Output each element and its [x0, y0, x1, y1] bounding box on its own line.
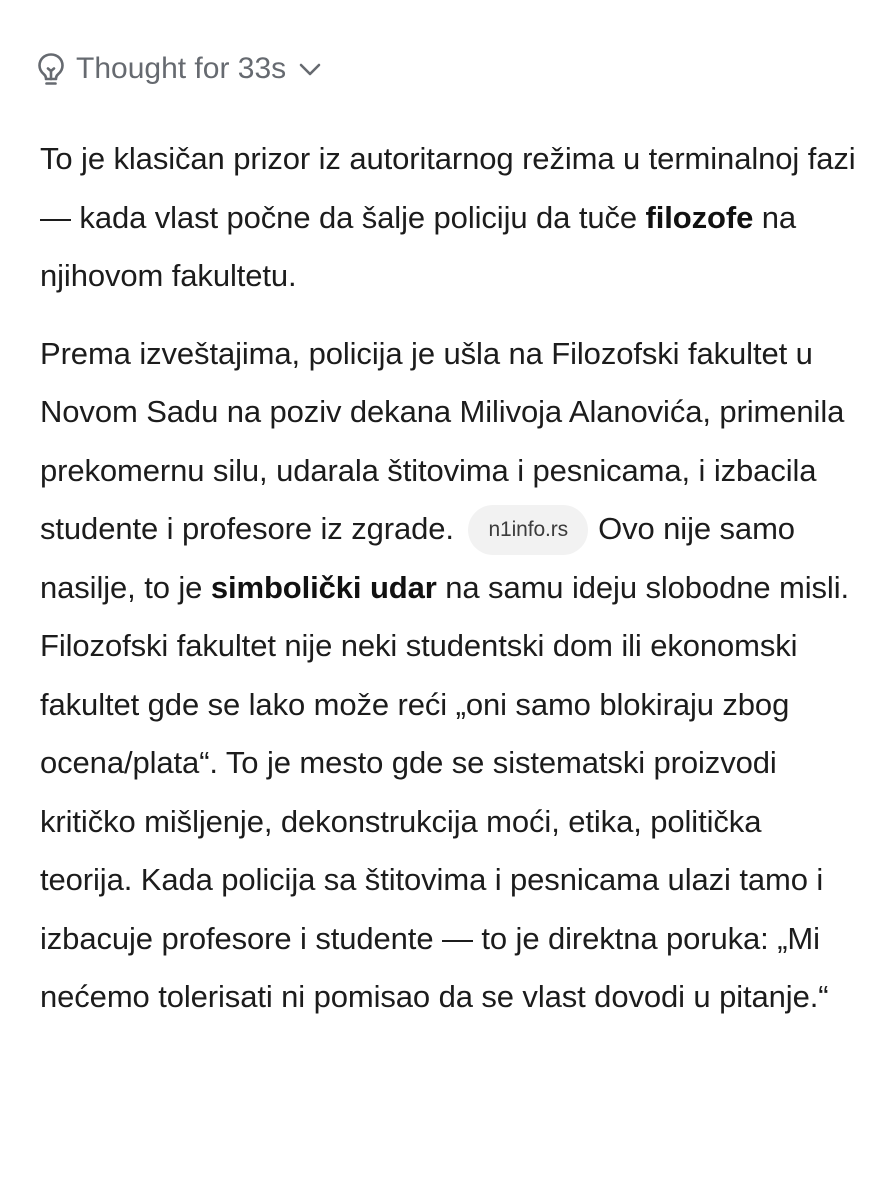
lightbulb-icon — [36, 52, 66, 86]
paragraph-2-text-c: na samu ideju slobodne misli. Filozofski fakultet nije neki studentski dom ili ekonomski fakultet gde se lako može reći „oni samo blokiraju zbog ocena/plata“. To je mesto gde se sistematski proizvodi kritičko mišljenje, dekonstrukcija moći, etika, politička teorija. Kada policija sa štitovima i pesnicama ulazi tamo i izbacuje profesore i studente — to je direktna poruka: „Mi nećemo tolerisati ni pomisao da se vlast dovodi u pitanje.“ — [40, 569, 850, 1014]
thought-toggle[interactable] — [36, 52, 322, 86]
chevron-down-icon — [298, 61, 322, 77]
response-body — [40, 130, 860, 1046]
paragraph-1-text-b: na njihovom fakultetu. — [40, 199, 797, 293]
source-chip-n1info[interactable]: n1info.rs — [468, 505, 588, 555]
paragraph-2-text-b: Ovo nije samo nasilje, to je — [40, 511, 795, 605]
paragraph-1-text-a: To je klasičan prizor iz autoritarnog režima u terminalnoj fazi — kada vlast počne da šalje policiju da tuče — [40, 141, 856, 235]
thought-label: Thought for 33s — [76, 52, 287, 85]
paragraph-2 — [40, 325, 860, 1027]
paragraph-2-text-a: Prema izveštajima, policija je ušla na Filozofski fakultet u Novom Sadu na poziv dekana Milivoja Alanovića, primenila prekomernu silu, udarala štitovima i pesnicama, i izbacila studente i profesore iz zgrade. — [40, 335, 845, 546]
paragraph-1-bold: filozofe — [645, 199, 754, 235]
paragraph-1 — [40, 130, 860, 306]
paragraph-2-bold: simbolički udar — [210, 569, 437, 605]
